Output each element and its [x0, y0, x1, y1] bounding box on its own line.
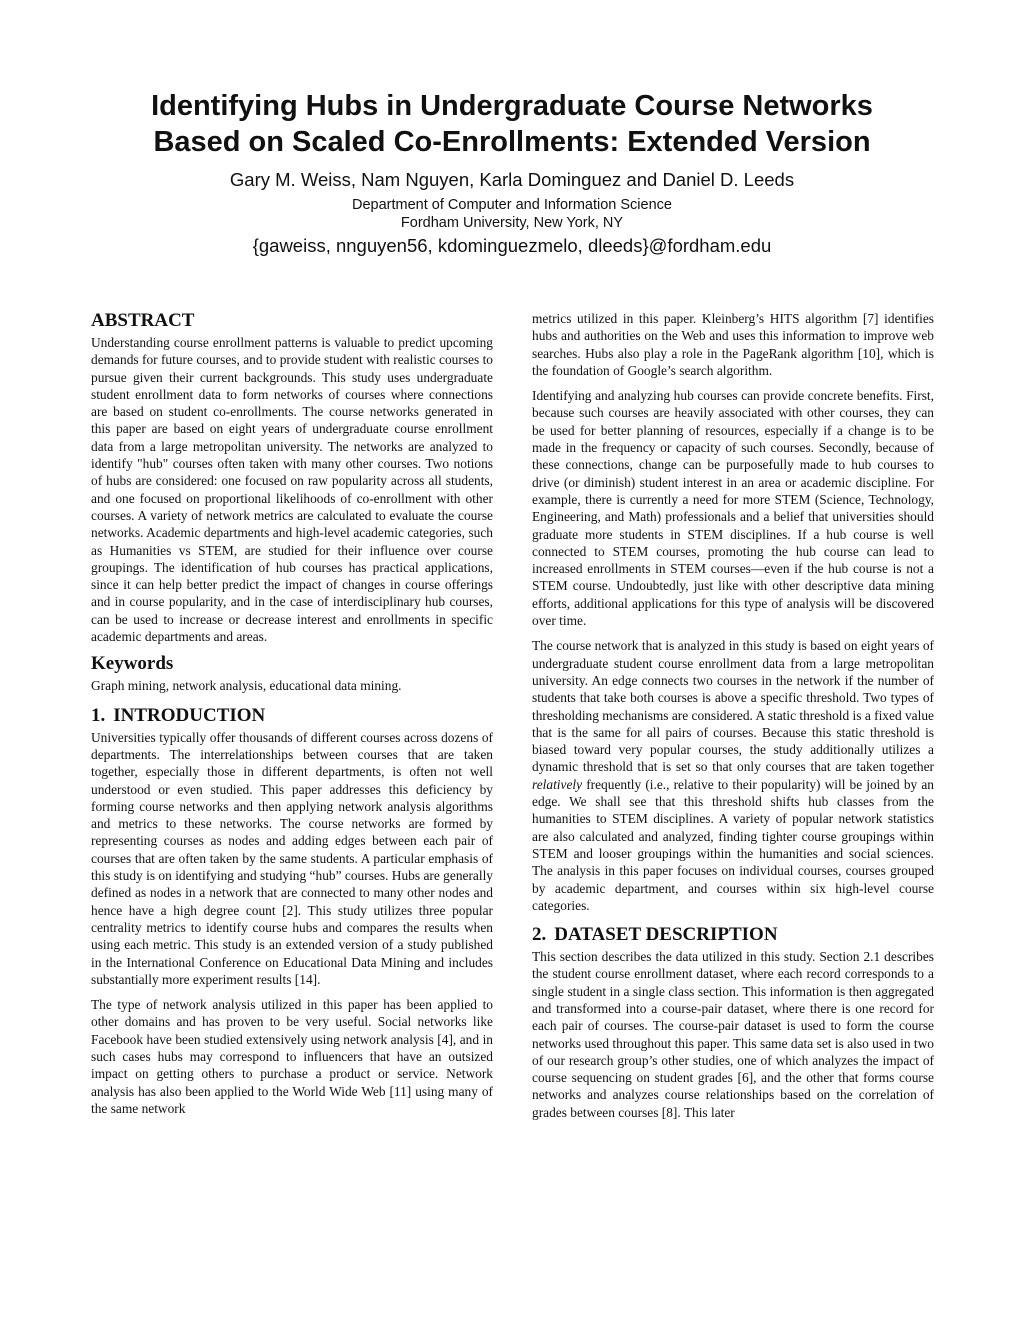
intro-paragraph-5-part-b: frequently (i.e., relative to their popularity) will be joined by an edge. We shall see that this threshold shifts hub classes from the humanities to STEM disciplines. A variety of popular network statistics are also calculated and analyzed, finding tighter course groupings within STEM and looser groupings within the humanities and social sciences. The analysis in this paper focuses on individual courses, courses grouped by academic department, and courses within six high-level course categories.: [532, 776, 934, 913]
intro-paragraph-2: The type of network analysis utilized in this paper has been applied to other domains and has proven to be very useful. Social networks like Facebook have been studied extensively using network analysis [4], and in such cases hubs may correspond to influencers that have an outsized impact on getting others to purchase a product or service. Network analysis has also been applied to the World Wide Web [11] using many of the same network: [91, 997, 493, 1116]
introduction-heading: [91, 705, 493, 727]
left-column: [91, 310, 493, 1125]
emphasis-relatively: relatively: [532, 776, 583, 792]
affiliation-department: Department of Computer and Information Science: [352, 197, 672, 213]
section-title: DATASET DESCRIPTION: [554, 924, 778, 946]
affiliation-university: Fordham University, New York, NY: [400, 215, 624, 231]
keywords-text: Graph mining, network analysis, educational data mining.: [91, 678, 402, 694]
intro-paragraph-4: Identifying and analyzing hub courses can provide concrete benefits. First, because such courses are heavily associated with other courses, they can be used for better planning of resources, especially if a change is to be made in the frequency or capacity of such courses. Secondly, because of these connections, change can be purposefully made to hub courses to drive (or diminish) student interest in an area or academic discipline. For example, there is currently a need for more STEM (Science, Technology, Engineering, and Math) professionals and a belief that universities should graduate more students in STEM disciplines. If a hub course is well connected to STEM courses, promoting the hub course can lead to increased enrollments in STEM courses—even if the hub course is not a STEM course. Undoubtedly, just like with other descriptive data mining efforts, additional applications for this type of analysis will be discovered over time.: [532, 388, 934, 629]
keywords-heading: Keywords: [91, 653, 174, 675]
abstract-text: Understanding course enrollment patterns is valuable to predict upcoming demands for future courses, and to provide student with realistic courses to pursue given their current backgrounds. This study uses undergraduate student enrollment data to form networks of courses where connections are based on student co-enrollments. The course networks generated in this paper are based on eight years of undergraduate course enrollment data from a large metropolitan university. The networks are analyzed to identify "hub" courses often taken with many other courses. Two notions of hubs are considered: one focused on raw popularity across all students, and one focused on proportional likelihoods of co-enrollment with other courses. A variety of network metrics are calculated to evaluate the course networks. Academic departments and high-level academic categories, such as Humanities vs STEM, are studied for their influence over course groupings. The identification of hub courses has practical applications, since it can help better predict the impact of changes in course offerings and in course popularity, and in the case of interdisciplinary hub courses, can be used to increase or decrease interest and enrollments in specific academic departments and areas.: [91, 335, 493, 645]
intro-paragraph-1: Universities typically offer thousands of different courses across dozens of departments. The interrelationships between courses that are taken together, especially those in different departments, is often not well understood or even studied. This paper addresses this deficiency by forming course networks and then applying network analysis algorithms and metrics to these networks. The course networks are formed by representing courses as nodes and adding edges between each pair of courses that are often taken by the same students. A particular emphasis of this study is on identifying and studying “hub” courses. Hubs are generally defined as nodes in a network that are connected to many other nodes and hence have a high degree count [2]. This study utilizes three popular centrality metrics to identify course hubs and compares the results when using each metric. This study is an extended version of a study published in the International Conference on Educational Data Mining and includes substantially more experiment results [14].: [91, 729, 493, 987]
abstract-heading: ABSTRACT: [91, 310, 195, 331]
affiliation: [0, 196, 1024, 232]
section-title: INTRODUCTION: [113, 704, 266, 726]
section-number: 2.: [532, 924, 547, 946]
intro-paragraph-3: metrics utilized in this paper. Kleinberg’s HITS algorithm [7] identifies hubs and authorities on the Web and uses this information to improve web searches. Hubs also play a role in the PageRank algorithm [10], which is the foundation of Google’s search algorithm.: [532, 311, 934, 378]
dataset-paragraph-1: This section describes the data utilized in this study. Section 2.1 describes the student course enrollment dataset, where each record corresponds to a single student in a single class section. This information is then aggregated and transformed into a course-pair dataset, where there is one record for each pair of courses. The course-pair dataset is used to form the course networks used throughout this paper. This same data set is also used in two of our research group’s other studies, one of which analyzes the impact of course sequencing on student grades [6], and the other that forms course networks and analyzes course relationships based on the correlation of grades between courses [8]. This later: [532, 949, 934, 1120]
dataset-heading: [532, 924, 934, 946]
paper-title: [0, 88, 1024, 160]
intro-paragraph-5-part-a: The course network that is analyzed in this study is based on eight years of undergraduate student course enrollment data from a large metropolitan university. An edge connects two courses in the network if the number of students that take both courses is above a specific threshold. Two types of thresholding mechanisms are considered. A static threshold is a fixed value that is the same for all pairs of courses. Because this static threshold is biased toward very popular courses, the study additionally utilizes a dynamic threshold that is set so that only courses that are taken together: [532, 638, 934, 775]
title-line-2: Based on Scaled Co-Enrollments: Extended Version: [153, 126, 871, 158]
intro-paragraph-5: [532, 637, 934, 914]
author-emails: {gaweiss, nnguyen56, kdominguezmelo, dleeds}@fordham.edu: [252, 235, 772, 256]
right-column: [532, 310, 934, 1129]
author-list: Gary M. Weiss, Nam Nguyen, Karla Dominguez and Daniel D. Leeds: [229, 169, 795, 190]
title-line-1: Identifying Hubs in Undergraduate Course Networks: [151, 90, 873, 122]
section-number: 1.: [91, 704, 106, 726]
